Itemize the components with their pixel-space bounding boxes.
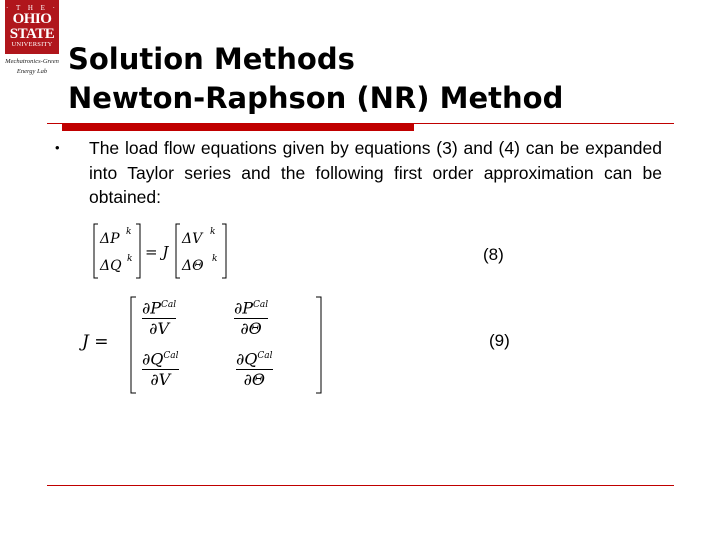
equation-9-label: (9) xyxy=(489,331,510,350)
dv-denominator: ∂V xyxy=(150,370,171,390)
dp-numerator: ∂P xyxy=(142,298,162,318)
delta-theta: ΔΘ xyxy=(182,258,204,274)
delta-v-superscript: k xyxy=(210,227,216,237)
delta-v: ΔV xyxy=(182,231,203,247)
jacobian-dp-dv xyxy=(142,296,176,338)
delta-p: ΔP xyxy=(100,231,120,247)
logo-the: · T H E · xyxy=(5,4,59,13)
delta-q: ΔQ xyxy=(100,258,122,274)
equation-8-label: (8) xyxy=(483,245,504,264)
cal-superscript: Cal xyxy=(163,351,179,361)
dtheta-denominator: ∂Θ xyxy=(243,370,265,390)
dp-numerator: ∂P xyxy=(234,298,254,318)
dtheta-denominator: ∂Θ xyxy=(240,319,262,339)
logo-ohio: OHIO xyxy=(12,11,52,28)
cal-superscript: Cal xyxy=(161,300,177,310)
left-bracket-close xyxy=(136,224,140,278)
jacobian-dq-dtheta xyxy=(236,347,273,389)
footer-divider xyxy=(47,485,674,486)
body-text: The load flow equations given by equations (3) and (4) can be expanded into Taylor series and the following first order approximation can be obtained: xyxy=(89,138,662,207)
equation-8 xyxy=(90,222,230,280)
university-logo xyxy=(3,0,61,78)
delta-p-superscript: k xyxy=(126,227,132,237)
jacobian-left-bracket xyxy=(131,297,136,393)
logo-caption-line1: Mechatronics-Green xyxy=(5,58,59,65)
delta-q-superscript: k xyxy=(127,254,133,264)
right-bracket xyxy=(176,224,180,278)
equals-j: = J xyxy=(145,243,169,261)
title-line-1: Solution Methods xyxy=(68,42,355,76)
slide-title xyxy=(68,40,563,118)
left-bracket xyxy=(94,224,98,278)
logo-caption-line2: Energy Lab xyxy=(16,68,48,75)
cal-superscript: Cal xyxy=(257,351,273,361)
delta-theta-superscript: k xyxy=(212,254,218,264)
logo-mark xyxy=(5,0,59,54)
equation-9 xyxy=(80,294,325,394)
jacobian-right-bracket xyxy=(316,297,321,393)
dv-denominator: ∂V xyxy=(149,319,169,339)
right-bracket-close xyxy=(222,224,226,278)
cal-superscript: Cal xyxy=(253,300,269,310)
jacobian-dp-dtheta xyxy=(234,296,268,338)
bullet-icon: • xyxy=(55,140,60,155)
logo-state: STATE xyxy=(9,26,55,43)
title-line-2: Newton-Raphson (NR) Method xyxy=(68,81,564,115)
dq-numerator: ∂Q xyxy=(236,349,258,369)
jacobian-lhs: J = xyxy=(82,332,109,352)
dq-numerator: ∂Q xyxy=(142,349,164,369)
logo-caption xyxy=(3,57,61,77)
logo-university: UNIVERSITY xyxy=(11,41,53,49)
title-divider-accent xyxy=(62,124,414,131)
jacobian-dq-dv xyxy=(142,347,179,389)
